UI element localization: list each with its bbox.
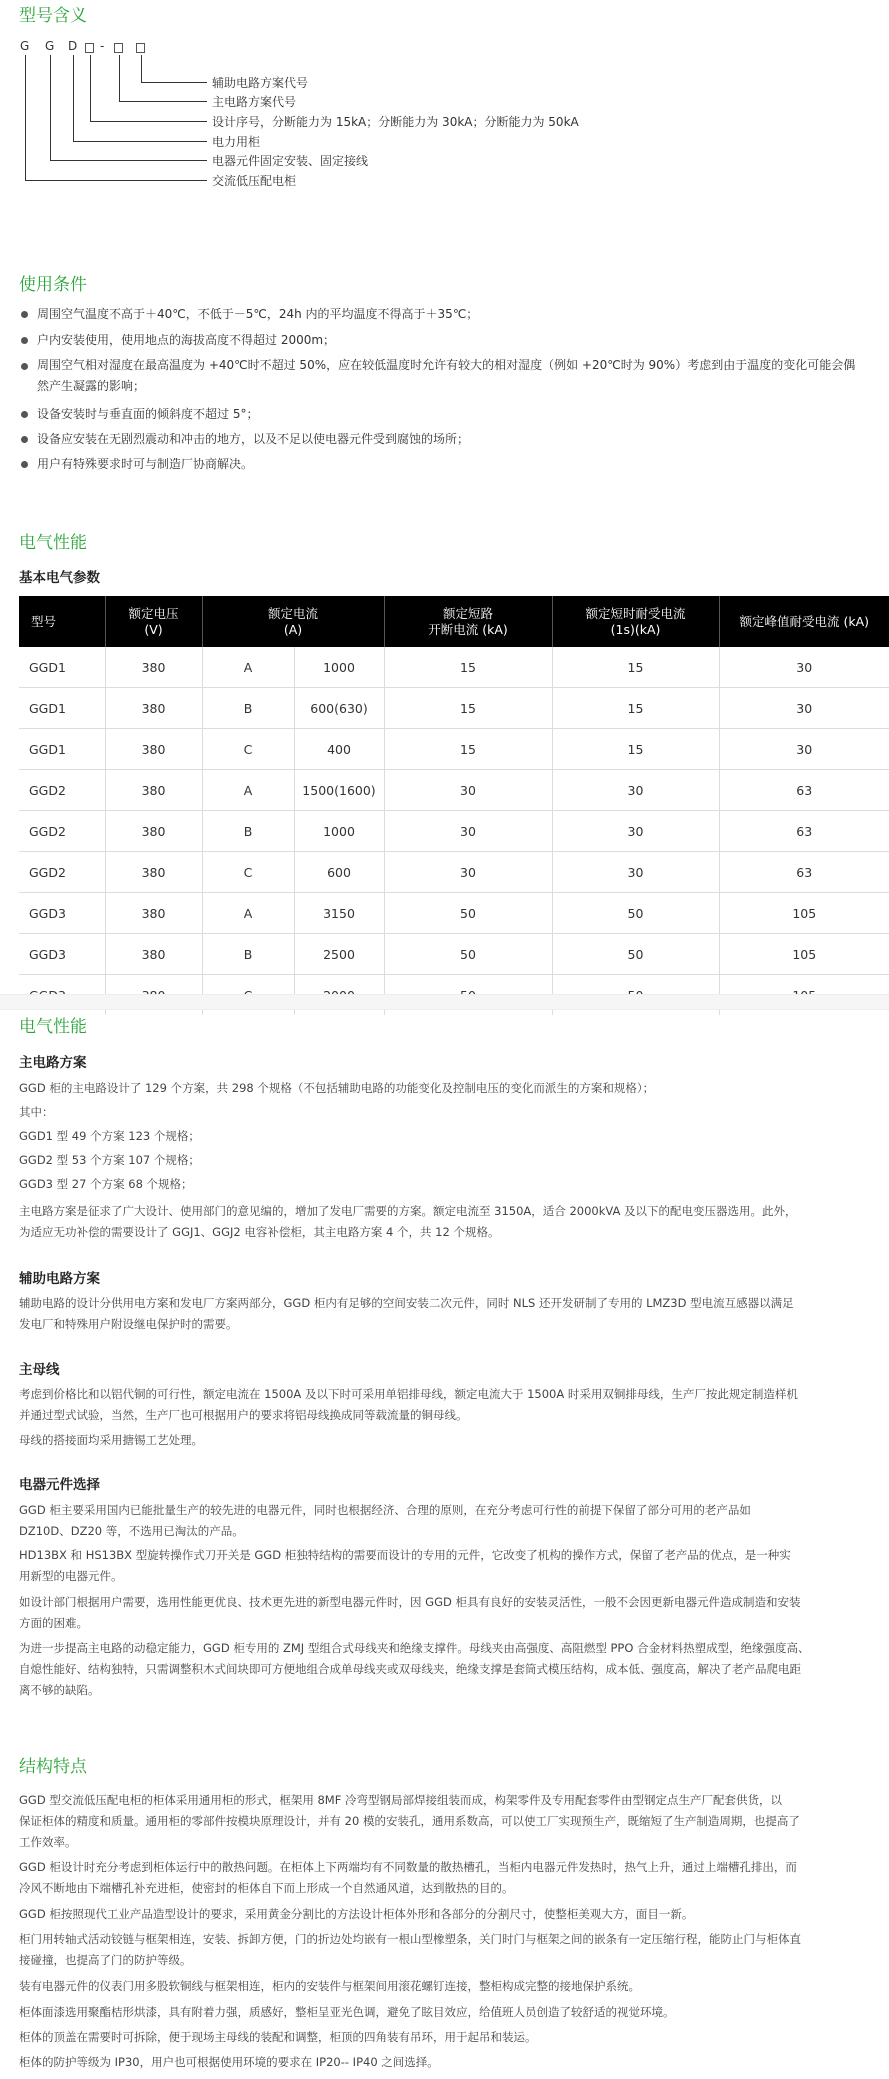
paragraph: 方面的困难。 xyxy=(19,1616,88,1630)
header-peak-current: 额定峰值耐受电流 (kA) xyxy=(719,596,889,647)
bullet-icon xyxy=(21,436,28,443)
cell-current: 600(630) xyxy=(294,688,384,729)
bullet-icon xyxy=(21,363,28,370)
code-label-design-no: 设计序号，分断能力为 15kA；分断能力为 30kA；分断能力为 50kA xyxy=(212,115,579,129)
table-header-row xyxy=(19,596,889,647)
cell-model: GGD3 xyxy=(19,934,105,975)
cell-short-time: 30 xyxy=(552,852,719,893)
cell-voltage: 380 xyxy=(105,893,202,934)
cell-voltage: 380 xyxy=(105,811,202,852)
cell-current: 400 xyxy=(294,729,384,770)
paragraph: 装有电器元件的仪表门用多股软铜线与框架相连，柜内的安装件与框架间用滚花螺钉连接，整柜构成完整的接地保护系统。 xyxy=(19,1979,640,1993)
cell-peak: 30 xyxy=(719,729,889,770)
cell-current: 2500 xyxy=(294,934,384,975)
cell-breaking: 30 xyxy=(384,852,552,893)
cell-peak: 30 xyxy=(719,688,889,729)
paragraph: 如设计部门根据用户需要，选用性能更优良、技术更先进的新型电器元件时，因 GGD 柜具有良好的安装灵活性，一般不会因更新电器元件造成制造和安装 xyxy=(19,1595,801,1609)
paragraph: GGD3 型 27 个方案 68 个规格； xyxy=(19,1177,193,1191)
table-row xyxy=(19,811,889,852)
section-heading-conditions: 使用条件 xyxy=(19,275,87,295)
paragraph: 柜体的顶盖在需要时可拆除，便于现场主母线的装配和调整，柜顶的四角装有吊环，用于起吊和装运。 xyxy=(19,2030,537,2044)
subheading-main-circuit: 主电路方案 xyxy=(19,1055,87,1071)
code-char-dash: - xyxy=(100,39,105,53)
cell-model: GGD1 xyxy=(19,688,105,729)
cell-breaking: 50 xyxy=(384,934,552,975)
table-title: 基本电气参数 xyxy=(19,570,100,586)
code-label-fixed-install: 电器元件固定安装、固定接线 xyxy=(212,154,369,168)
paragraph: GGD1 型 49 个方案 123 个规格； xyxy=(19,1129,200,1143)
code-label-aux-circuit: 辅助电路方案代号 xyxy=(212,76,309,90)
cell-model: GGD1 xyxy=(19,729,105,770)
cell-model: GGD2 xyxy=(19,811,105,852)
section-heading-electrical-2: 电气性能 xyxy=(19,1017,87,1037)
paragraph: GGD 柜主要采用国内已能批量生产的较先进的电器元件，同时也根据经济、合理的原则，在充分考虑可行性的前提下保留了部分可用的老产品如 xyxy=(19,1503,751,1517)
paragraph: 考虑到价格比和以铝代铜的可行性，额定电流在 1500A 及以下时可采用单铝排母线，额定电流大于 1500A 时采用双铜排母线，生产厂按此规定制造样机 xyxy=(19,1387,798,1401)
cell-short-time: 30 xyxy=(552,770,719,811)
paragraph: 离不够的缺陷。 xyxy=(19,1683,100,1697)
section-heading-structure: 结构特点 xyxy=(19,1757,87,1777)
code-label-power-cabinet: 电力用柜 xyxy=(212,135,261,149)
cell-short-time: 15 xyxy=(552,729,719,770)
code-char-d: D xyxy=(68,39,78,53)
cell-scheme: C xyxy=(202,729,294,770)
cell-current: 1000 xyxy=(294,647,384,688)
cell-breaking: 15 xyxy=(384,647,552,688)
condition-item: 设备应安装在无剧烈震动和冲击的地方，以及不足以使电器元件受到腐蚀的场所； xyxy=(37,432,470,446)
placeholder-box-2-icon xyxy=(114,41,123,55)
paragraph: 柜门用转轴式活动铰链与框架相连，安装、拆卸方便，门的折边处均嵌有一根山型橡塑条，关门时门与框架之间的嵌条有一定压缩行程，能防止门与柜体直 xyxy=(19,1932,801,1946)
cell-peak: 63 xyxy=(719,770,889,811)
paragraph: 保证柜体的精度和质量。通用柜的零部件按模块原理设计，并有 20 模的安装孔，通用系数高，可以使工厂实现预生产，既缩短了生产制造周期，也提高了 xyxy=(19,1814,800,1828)
header-short-time-current: 额定短时耐受电流 (1s)(kA) xyxy=(552,596,719,647)
paragraph: 用新型的电器元件。 xyxy=(19,1569,123,1583)
cell-voltage: 380 xyxy=(105,729,202,770)
paragraph: DZ10D、DZ20 等，不选用已淘汰的产品。 xyxy=(19,1524,244,1538)
code-label-main-circuit: 主电路方案代号 xyxy=(212,95,297,109)
paragraph: GGD 柜的主电路设计了 129 个方案，共 298 个规格（不包括辅助电路的功能变化及控制电压的变化而派生的方案和规格）； xyxy=(19,1081,655,1095)
cell-breaking: 50 xyxy=(384,893,552,934)
cell-breaking: 30 xyxy=(384,770,552,811)
paragraph: 其中： xyxy=(19,1105,54,1119)
header-breaking-current: 额定短路 开断电流 (kA) xyxy=(384,596,552,647)
cell-scheme: C xyxy=(202,852,294,893)
cell-breaking: 15 xyxy=(384,688,552,729)
paragraph: 为适应无功补偿的需要设计了 GGJ1、GGJ2 电容补偿柜，其主电路方案 4 个，共 12 个规格。 xyxy=(19,1225,500,1239)
bullet-icon xyxy=(21,311,28,318)
cell-voltage: 380 xyxy=(105,852,202,893)
paragraph: 工作效率。 xyxy=(19,1835,77,1849)
subheading-components: 电器元件选择 xyxy=(19,1477,100,1493)
cell-scheme: A xyxy=(202,893,294,934)
subheading-busbar: 主母线 xyxy=(19,1362,60,1378)
condition-item: 户内安装使用，使用地点的海拔高度不得超过 2000m； xyxy=(37,333,336,347)
condition-item: 设备安装时与垂直面的倾斜度不超过 5°； xyxy=(37,407,259,421)
paragraph: 发电厂和特殊用户附设继电保护时的需要。 xyxy=(19,1317,238,1331)
code-label-ac-lv-cabinet: 交流低压配电柜 xyxy=(212,174,297,188)
cell-breaking: 30 xyxy=(384,811,552,852)
section-heading-model-meaning: 型号含义 xyxy=(19,6,87,26)
cell-current: 1500(1600) xyxy=(294,770,384,811)
cell-voltage: 380 xyxy=(105,647,202,688)
placeholder-box-3-icon xyxy=(136,41,145,55)
paragraph: GGD 柜设计时充分考虑到柜体运行中的散热问题。在柜体上下两端均有不同数量的散热槽孔，当柜内电器元件发热时，热气上升，通过上端槽孔排出，而 xyxy=(19,1860,797,1874)
cell-current: 3150 xyxy=(294,893,384,934)
cell-peak: 105 xyxy=(719,893,889,934)
paragraph: 柜体面漆选用聚酯桔形烘漆，具有附着力强，质感好，整柜呈亚光色调，避免了眩目效应，给值班人员创造了较舒适的视觉环境。 xyxy=(19,2005,675,2019)
electrical-params-table xyxy=(19,596,889,1015)
table-row xyxy=(19,770,889,811)
placeholder-box-1-icon xyxy=(85,41,94,55)
cell-peak: 63 xyxy=(719,852,889,893)
table-row xyxy=(19,729,889,770)
section-divider xyxy=(0,994,889,1010)
cell-scheme: A xyxy=(202,647,294,688)
paragraph: 为进一步提高主电路的动稳定能力，GGD 柜专用的 ZMJ 型组合式母线夹和绝缘支撑件。母线夹由高强度、高阻燃型 PPO 合金材料热塑成型，绝缘强度高、 xyxy=(19,1641,810,1655)
cell-scheme: B xyxy=(202,688,294,729)
cell-voltage: 380 xyxy=(105,770,202,811)
cell-peak: 63 xyxy=(719,811,889,852)
cell-model: GGD1 xyxy=(19,647,105,688)
cell-model: GGD2 xyxy=(19,852,105,893)
cell-short-time: 30 xyxy=(552,811,719,852)
paragraph: 辅助电路的设计分供用电方案和发电厂方案两部分，GGD 柜内有足够的空间安装二次元件，同时 NLS 还开发研制了专用的 LMZ3D 型电流互感器以满足 xyxy=(19,1296,794,1310)
paragraph: 自熄性能好、结构独特，只需调整积木式间块即可方便地组合成单母线夹或双母线夹，绝缘支撑是套筒式模压结构，成本低、强度高，解决了老产品爬电距 xyxy=(19,1662,801,1676)
paragraph: 母线的搭接面均采用搪锡工艺处理。 xyxy=(19,1433,203,1447)
cell-model: GGD2 xyxy=(19,770,105,811)
table-row xyxy=(19,893,889,934)
condition-item-continuation: 然产生凝露的影响； xyxy=(37,379,146,393)
bullet-icon xyxy=(21,411,28,418)
cell-voltage: 380 xyxy=(105,934,202,975)
cell-short-time: 15 xyxy=(552,688,719,729)
cell-breaking: 15 xyxy=(384,729,552,770)
paragraph: GGD 柜按照现代工业产品造型设计的要求，采用黄金分割比的方法设计柜体外形和各部分的分割尺寸，使整柜美观大方，面目一新。 xyxy=(19,1907,694,1921)
paragraph: HD13BX 和 HS13BX 型旋转操作式刀开关是 GGD 柜独特结构的需要而设计的专用的元件，它改变了机构的操作方式，保留了老产品的优点，是一种实 xyxy=(19,1548,791,1562)
header-current: 额定电流 (A) xyxy=(202,596,384,647)
cell-scheme: B xyxy=(202,934,294,975)
condition-item: 周围空气相对湿度在最高温度为 +40℃时不超过 50%，应在较低温度时允许有较大的相对湿度（例如 +20℃时为 90%）考虑到由于温度的变化可能会偶 xyxy=(37,358,856,372)
cell-peak: 105 xyxy=(719,934,889,975)
cell-current: 600 xyxy=(294,852,384,893)
code-char-g2: G xyxy=(45,39,55,53)
condition-item: 周围空气温度不高于＋40℃，不低于－5℃，24h 内的平均温度不得高于＋35℃； xyxy=(37,307,479,321)
bullet-icon xyxy=(21,461,28,468)
condition-item: 用户有特殊要求时可与制造厂协商解决。 xyxy=(37,457,254,471)
paragraph: GGD 型交流低压配电柜的柜体采用通用柜的形式，框架用 8MF 冷弯型钢局部焊接组装而成，构架零件及专用配套零件由型钢定点生产厂配套供货，以 xyxy=(19,1793,782,1807)
section-heading-electrical: 电气性能 xyxy=(19,533,87,553)
paragraph: GGD2 型 53 个方案 107 个规格； xyxy=(19,1153,200,1167)
cell-short-time: 15 xyxy=(552,647,719,688)
table-row xyxy=(19,688,889,729)
cell-scheme: B xyxy=(202,811,294,852)
cell-peak: 30 xyxy=(719,647,889,688)
cell-scheme: A xyxy=(202,770,294,811)
paragraph: 主电路方案是征求了广大设计、使用部门的意见编的，增加了发电厂需要的方案。额定电流至 3150A，适合 2000kVA 及以下的配电变压器选用。此外， xyxy=(19,1204,797,1218)
cell-current: 1000 xyxy=(294,811,384,852)
paragraph: 柜体的防护等级为 IP30，用户也可根据使用环境的要求在 IP20-- IP40 之间选择。 xyxy=(19,2055,439,2069)
paragraph: 并通过型式试验，当然，生产厂也可根据用户的要求将铝母线换成同等载流量的铜母线。 xyxy=(19,1408,468,1422)
cell-short-time: 50 xyxy=(552,893,719,934)
table-row xyxy=(19,852,889,893)
subheading-aux-circuit: 辅助电路方案 xyxy=(19,1271,100,1287)
header-model: 型号 xyxy=(19,596,105,647)
paragraph: 冷风不断地由下端槽孔补充进柜，使密封的柜体自下而上形成一个自然通风道，达到散热的目的。 xyxy=(19,1881,514,1895)
paragraph: 接碰撞，也提高了门的防护等级。 xyxy=(19,1953,192,1967)
code-char-g1: G xyxy=(20,39,30,53)
cell-model: GGD3 xyxy=(19,893,105,934)
header-voltage: 额定电压 (V) xyxy=(105,596,202,647)
cell-short-time: 50 xyxy=(552,934,719,975)
table-row xyxy=(19,934,889,975)
table-row xyxy=(19,647,889,688)
cell-voltage: 380 xyxy=(105,688,202,729)
bullet-icon xyxy=(21,337,28,344)
